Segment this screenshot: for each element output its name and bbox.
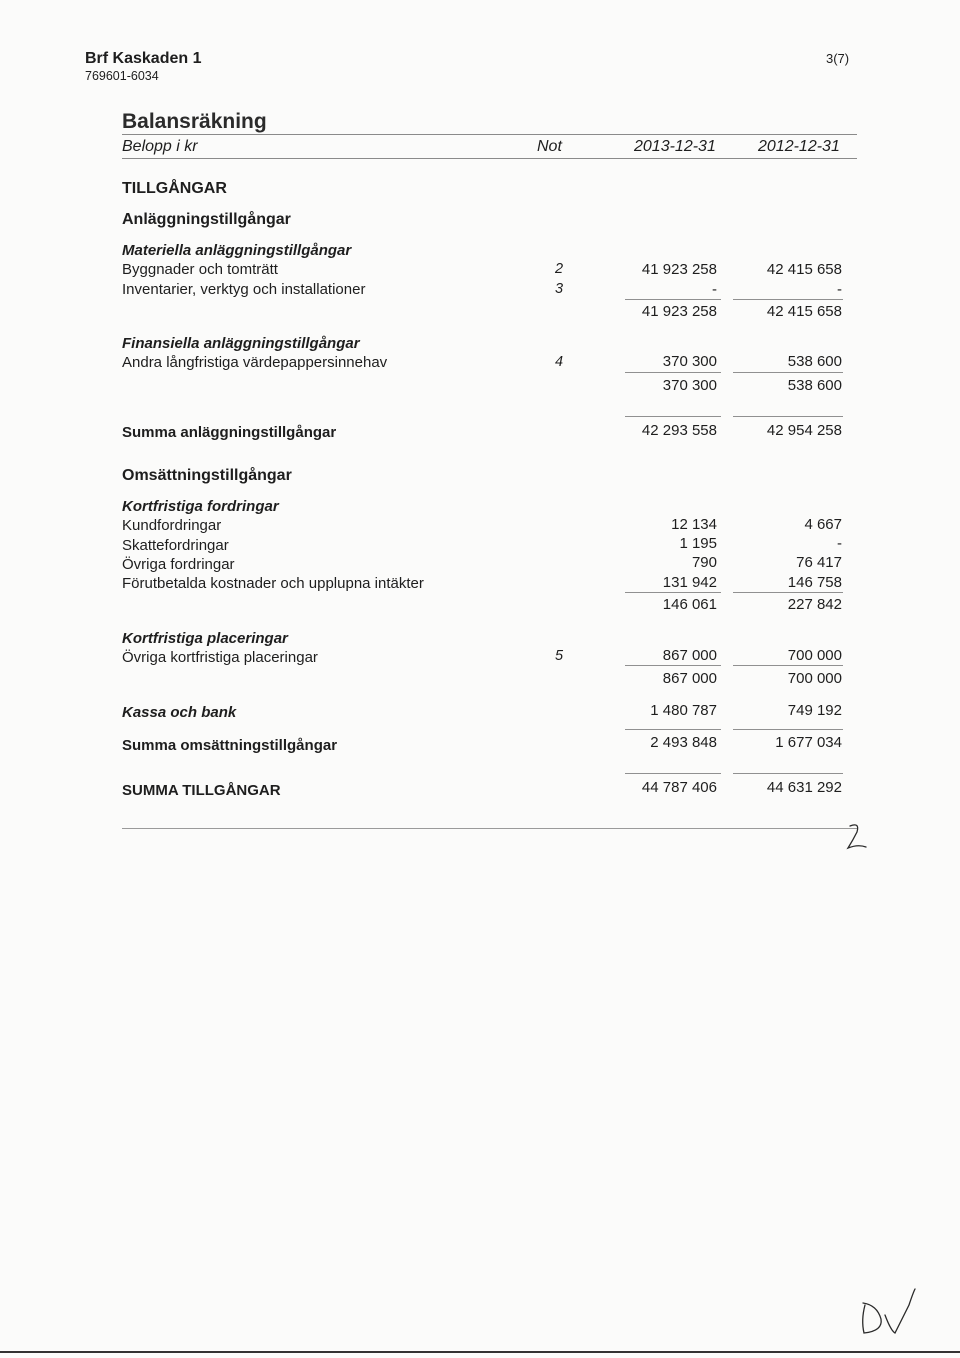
subtotal-value-2012: 700 000 (787, 670, 842, 687)
row-label: Förutbetalda kostnader och upplupna intäkter (122, 575, 424, 592)
handwritten-signature-mark (855, 1275, 925, 1345)
company-name: Brf Kaskaden 1 (85, 50, 202, 67)
row-value-2013: 370 300 (662, 353, 717, 370)
row-label: Övriga kortfristiga placeringar (122, 649, 318, 666)
row-value-2013: 12 134 (671, 516, 717, 533)
current-assets-heading: Omsättningstillgångar (122, 467, 292, 484)
title-rule (122, 134, 857, 135)
row-value-2012: 76 417 (796, 554, 842, 571)
scan-edge-line (0, 1351, 960, 1353)
cash-label: Kassa och bank (122, 704, 237, 721)
current-assets-total-label: Summa omsättningstillgångar (122, 737, 338, 754)
total-rule (625, 729, 721, 730)
fixed-assets-total-2012: 42 954 258 (766, 422, 842, 439)
column-note: Not (537, 138, 562, 155)
row-note: 5 (555, 648, 564, 664)
subtotal-rule (733, 665, 843, 666)
org-number: 769601-6034 (85, 69, 159, 83)
subtotal-value-2012: 42 415 658 (766, 303, 842, 320)
row-label: Byggnader och tomträtt (122, 261, 278, 278)
grand-total-2012: 44 631 292 (766, 779, 842, 796)
tangible-assets-heading: Materiella anläggningstillgångar (122, 242, 352, 259)
row-label: Kundfordringar (122, 517, 222, 534)
row-label: Övriga fordringar (122, 556, 235, 573)
row-label: Skattefordringar (122, 537, 229, 554)
grand-total-rule (625, 773, 721, 774)
current-assets-total-2012: 1 677 034 (775, 734, 842, 751)
row-value-2013: - (712, 281, 717, 298)
short-term-investments-heading: Kortfristiga placeringar (122, 630, 288, 647)
current-assets-total-2013: 2 493 848 (650, 734, 717, 751)
subtotal-value-2012: 538 600 (787, 377, 842, 394)
row-note: 2 (555, 261, 564, 277)
row-value-2012: - (837, 281, 842, 298)
row-label: Andra långfristiga värdepappersinnehav (122, 354, 388, 371)
receivables-heading: Kortfristiga fordringar (122, 498, 279, 515)
subtotal-rule (733, 372, 843, 373)
row-value-2013: 41 923 258 (641, 261, 717, 278)
column-label: Belopp i kr (122, 138, 198, 155)
subtotal-value-2013: 370 300 (662, 377, 717, 394)
row-value-2013: 131 942 (662, 574, 717, 591)
total-rule (733, 729, 843, 730)
fixed-assets-total-label: Summa anläggningstillgångar (122, 424, 337, 441)
row-value-2012: 146 758 (787, 574, 842, 591)
footer-rule (122, 828, 857, 829)
subtotal-value-2013: 867 000 (662, 670, 717, 687)
subtotal-rule (625, 299, 721, 300)
row-note: 3 (555, 281, 564, 297)
handwritten-initial-mark (836, 820, 876, 854)
total-rule (625, 416, 721, 417)
row-note: 4 (555, 354, 564, 370)
page-number: 3(7) (826, 51, 850, 66)
row-value-2012: 538 600 (787, 353, 842, 370)
row-value-2013: 790 (691, 554, 717, 571)
fixed-assets-heading: Anläggningstillgångar (122, 211, 291, 228)
subtotal-value-2012: 227 842 (787, 596, 842, 613)
header-rule (122, 158, 857, 159)
subtotal-rule (733, 299, 843, 300)
subtotal-rule (625, 592, 721, 593)
subtotal-rule (625, 665, 721, 666)
grand-total-rule (733, 773, 843, 774)
row-label: Inventarier, verktyg och installationer (122, 281, 366, 298)
total-rule (733, 416, 843, 417)
grand-total-2013: 44 787 406 (641, 779, 717, 796)
subtotal-value-2013: 41 923 258 (641, 303, 717, 320)
assets-heading: TILLGÅNGAR (122, 180, 227, 197)
subtotal-rule (625, 372, 721, 373)
fixed-assets-total-2013: 42 293 558 (641, 422, 717, 439)
row-value-2012: 42 415 658 (766, 261, 842, 278)
grand-total-label: SUMMA TILLGÅNGAR (122, 782, 281, 799)
cash-value-2013: 1 480 787 (650, 702, 717, 719)
financial-assets-heading: Finansiella anläggningstillgångar (122, 335, 360, 352)
subtotal-rule (733, 592, 843, 593)
report-title: Balansräkning (122, 110, 267, 133)
cash-value-2012: 749 192 (787, 702, 842, 719)
row-value-2012: 4 667 (804, 516, 842, 533)
row-value-2013: 1 195 (679, 535, 717, 552)
subtotal-value-2013: 146 061 (662, 596, 717, 613)
row-value-2012: - (837, 535, 842, 552)
row-value-2013: 867 000 (662, 647, 717, 664)
column-year-2012: 2012-12-31 (758, 138, 840, 155)
column-year-2013: 2013-12-31 (634, 138, 716, 155)
row-value-2012: 700 000 (787, 647, 842, 664)
